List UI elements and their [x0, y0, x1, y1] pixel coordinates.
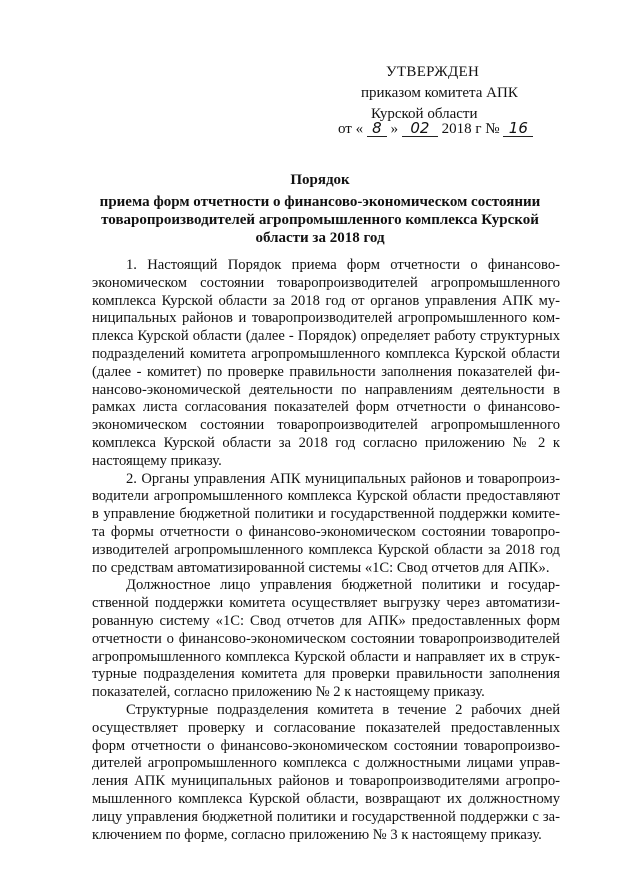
- paragraph-line: лицу управления бюджетной политики и государственной поддержки с за-: [92, 808, 560, 825]
- paragraph-line: (далее - комитет) по проверке правильности заполнения показателей фи-: [92, 363, 560, 380]
- handwritten-month: 02: [402, 120, 438, 137]
- paragraph-line: Структурные подразделения комитета в течение 2 рабочих дней: [126, 701, 560, 718]
- order-date-line: [338, 119, 533, 139]
- paragraph-line: ления АПК муниципальных районов и товаропроизводителями агропро-: [92, 773, 560, 790]
- paragraph-line: рамках листа согласования показателей форм отчетности о финансово-: [92, 399, 560, 416]
- paragraph-line: Должностное лицо управления бюджетной политики и государ-: [126, 577, 560, 594]
- paragraph-line: отчетности о финансово-экономическом состоянии товаропроизводителей: [92, 630, 560, 647]
- approved-label: УТВЕРЖДЕН: [386, 64, 480, 80]
- paragraph-line: плекса Курской области (далее - Порядок) определяет работу структурных: [92, 328, 560, 345]
- paragraph: [92, 257, 560, 471]
- title-line-3: области за 2018 год: [255, 230, 385, 246]
- paragraph-line: комплекса Курской области за 2018 год от органов управления АПК му-: [92, 292, 560, 309]
- paragraph-line: ключением по форме, согласно приложению № 3 к настоящему приказу.: [92, 826, 542, 843]
- paragraph-line: турные подразделения комитета для проверки правильности заполнения: [92, 666, 560, 683]
- title-line-2: товаропроизводителей агропромышленного комплекса Курской: [101, 212, 539, 228]
- paragraph-line: ственной поддержки комитета осуществляет выгрузку через автоматизи-: [92, 595, 560, 612]
- paragraph-line: экономическом состоянии товаропроизводителей агропромышленного: [92, 274, 560, 291]
- paragraph-line: нансово-экономической деятельности по направлениям деятельности в: [92, 381, 560, 398]
- paragraph-line: осуществляет проверку и согласование показателей предоставленных: [92, 719, 560, 736]
- paragraph-line: водители агропромышленного комплекса Курской области предоставляют: [92, 488, 560, 505]
- paragraph-line: 2. Органы управления АПК муниципальных районов и товаропроиз-: [126, 470, 560, 487]
- region-line: Курской области: [371, 106, 478, 122]
- paragraph-line: агропромышленного комплекса Курской области и направляет их в струк-: [92, 648, 560, 665]
- paragraph-line: комплекса Курской области за 2018 год согласно приложению № 2 к: [92, 434, 560, 451]
- paragraph-line: в управление бюджетной политики и государственной поддержки комите-: [92, 506, 560, 523]
- date-year: 2018 г №: [441, 121, 500, 137]
- handwritten-day: 8: [367, 120, 387, 137]
- date-prefix: от «: [338, 121, 364, 137]
- paragraph: [92, 702, 560, 844]
- paragraph-line: подразделений комитета агропромышленного комплекса Курской области: [92, 345, 560, 362]
- paragraph-line: по средствам автоматизированной системы «1С: Свод отчетов для АПК».: [92, 559, 550, 576]
- paragraph-line: рованную систему «1С: Свод отчетов для АПК» предоставленных форм: [92, 612, 560, 629]
- paragraph-line: форм отчетности о финансово-экономическом состоянии товаропроизво-: [92, 737, 560, 754]
- paragraph-line: изводителей агропромышленного комплекса Курской области за 2018 год: [92, 541, 560, 558]
- paragraph: [92, 471, 560, 578]
- paragraph-line: мышленного комплекса Курской области, возвращают их должностному: [92, 790, 560, 807]
- paragraph: [92, 577, 560, 702]
- paragraph-line: дителей агропромышленного комплекса с должностными лицами управ-: [92, 755, 560, 772]
- document-body: [92, 257, 560, 844]
- date-mid: »: [390, 121, 399, 137]
- handwritten-order-number: 16: [503, 120, 533, 137]
- paragraph-line: экономическом состоянии товаропроизводителей агропромышленного: [92, 417, 560, 434]
- paragraph-line: показателей, согласно приложению № 2 к настоящему приказу.: [92, 684, 485, 701]
- paragraph-line: 1. Настоящий Порядок приема форм отчетности о финансово-: [126, 257, 560, 273]
- paragraph-line: та формы отчетности о финансово-экономическом состоянии товаропро-: [92, 523, 560, 540]
- title-line-1: приема форм отчетности о финансово-экономическом состоянии: [99, 194, 541, 210]
- paragraph-line: настоящему приказу.: [92, 452, 222, 469]
- paragraph-line: ниципальных районов и товаропроизводителей агропромышленного ком-: [92, 310, 560, 327]
- order-line: приказом комитета АПК: [361, 85, 518, 101]
- title-heading: Порядок: [290, 172, 350, 188]
